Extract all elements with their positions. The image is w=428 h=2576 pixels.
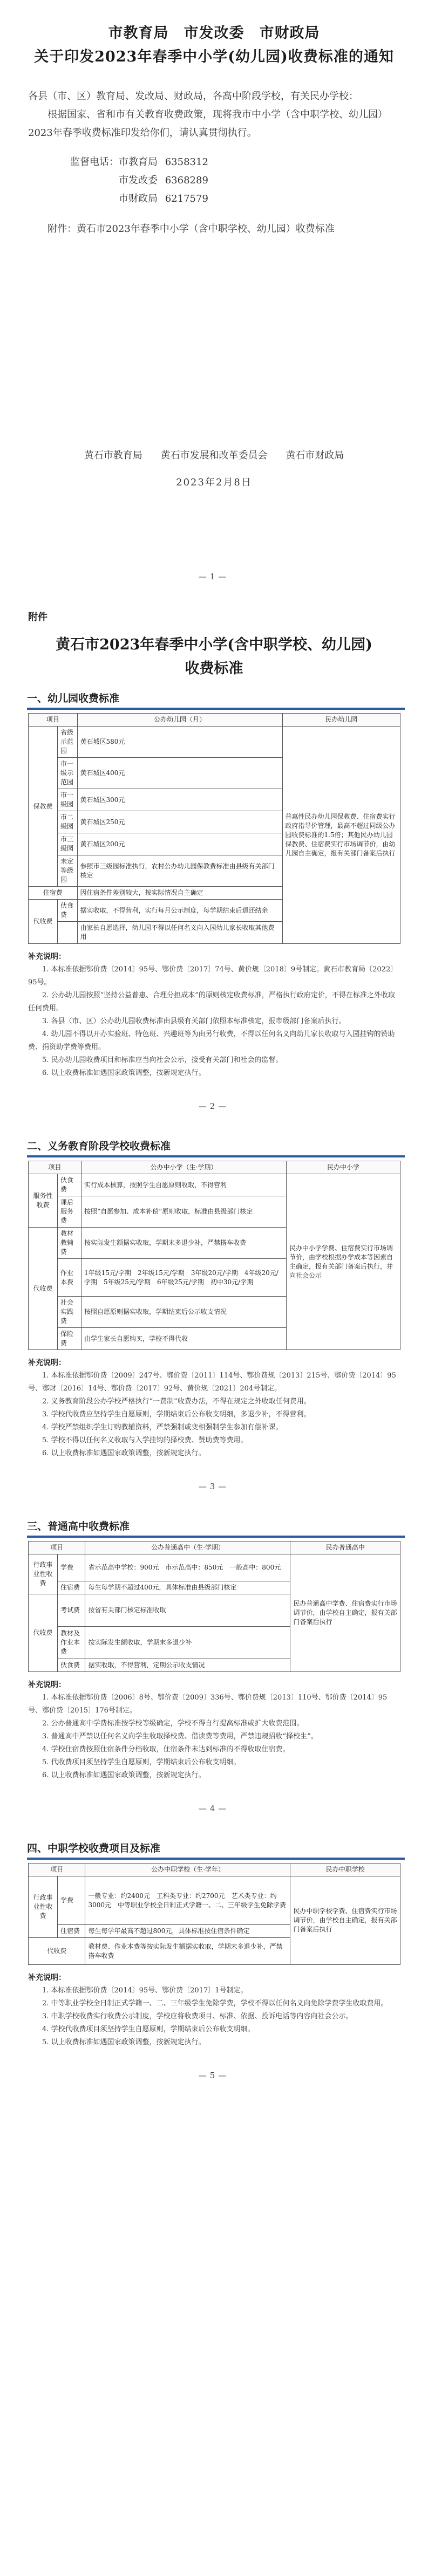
fee-table-high-school — [28, 1541, 400, 1672]
fee-table-vocational — [28, 1863, 400, 1965]
section-underline — [27, 1155, 405, 1157]
note-paragraph: 5. 以上收费标准如遇国家政策调整，按新规定执行。 — [42, 2038, 206, 2046]
table-cell-value: 每生每学年最高不超过800元，具体标准按住宿条件确定 — [85, 1925, 290, 1938]
contact-number: 6368289 — [165, 175, 208, 186]
notice-date: 2023年2月8日 — [176, 477, 252, 488]
table-cell-name: 学费 — [58, 1876, 85, 1925]
table-cell-name: 住宿费 — [58, 1581, 85, 1594]
notice-title: 关于印发2023年春季中小学(幼儿园)收费标准的通知 — [34, 49, 394, 65]
signer: 黄石市财政局 — [286, 450, 344, 461]
table-cell-value: 省示范高中学校：900元 市示范高中：850元 一般高中：800元 — [85, 1554, 290, 1581]
table-cell-value: 黄石城区250元 — [77, 811, 282, 833]
contact-label: 市财政局 — [119, 193, 158, 204]
note-paragraph: 3. 普通高中严禁以任何名义向学生收取择校费、借读费等费用，严禁违规招收“择校生”。 — [42, 1732, 318, 1741]
section-underline — [27, 1536, 405, 1538]
table-cell-value: 1年级15元/学期 2年级15元/学期 3年级20元/学期 4年级20元/学期 5年级25元/学期 6年级25元/学期 初中30元/学期 — [81, 1259, 287, 1297]
section-title-text: 二、义务教育阶段学校收费标准 — [27, 1140, 171, 1152]
table-cell-value: 黄石城区580元 — [77, 727, 282, 758]
table-cell-name: 伙食费 — [58, 900, 78, 922]
table-cell-value: 按省有关部门核定标准收取 — [85, 1594, 290, 1627]
note-paragraph: 2. 义务教育阶段公办学校严格执行“一费制”收费办法，不得在规定之外收取任何费用。 — [42, 1397, 311, 1406]
table-cell-category: 代收费 — [29, 900, 58, 944]
table-cell-value: 按照自愿原则据实收取，学期结束后公示收支情况 — [81, 1297, 287, 1328]
table-cell-name: 社会实践费 — [58, 1297, 81, 1328]
note-paragraph: 2. 中等职业学校全日制正式学籍一、二、三年级学生免除学费，学校不得以任何名义向免除学费学生收取费用。 — [42, 1999, 388, 2008]
notes-title: 补充说明： — [28, 1359, 66, 1367]
table-cell-private-note: 普惠性民办幼儿园保教费、住宿费实行政府指导价管理，最高不超过同级公办园收费标准的1.5倍；其他民办幼儿园保教费、住宿费实行市场调节价，由幼儿园自主确定，报有关部门备案后执行 — [282, 727, 400, 944]
note-paragraph: 4. 学校住宿费按照住宿条件分档收取，住宿条件未达到标准的不得收取住宿费。 — [42, 1745, 290, 1753]
table-header-cell: 项目 — [29, 714, 78, 727]
contact-line — [0, 172, 428, 190]
attachment — [0, 609, 428, 2080]
contact-label: 监督电话：市教育局 — [70, 156, 158, 168]
page-number: —3— — [198, 1482, 230, 1491]
table-cell-category: 代收费 — [29, 1228, 58, 1350]
table-cell-name: 教材及作业本费 — [58, 1627, 85, 1659]
notes-title: 补充说明： — [28, 1974, 66, 1982]
table-cell-name: 考试费 — [58, 1594, 85, 1627]
note-paragraph: 1. 本标准依据鄂价费〔2014〕95号、鄂价费〔2017〕74号、黄价规〔2018〕9号制定。黄石市教育局〔2022〕95号。 — [28, 965, 398, 986]
table-cell-category: 住宿费 — [29, 887, 78, 900]
table-cell-name: 作业本费 — [58, 1259, 81, 1297]
section-underline — [27, 708, 405, 710]
issuers-line: 市教育局 市发改委 市财政局 — [108, 25, 320, 42]
table-cell-value: 按照“自愿参加、成本补偿”原则收取，标准由县级部门核定 — [81, 1196, 287, 1228]
note-paragraph: 4. 学校严禁组织学生订购教辅资料，严禁强制或变相强制学生参加有偿补课。 — [42, 1423, 283, 1431]
table-cell-name: 市一级示范园 — [58, 758, 78, 789]
table-cell-private-note: 民办中小学学费、住宿费实行市场调节价，由学校根据办学成本等因素自主确定，报有关部门备案后执行，并向社会公示 — [287, 1174, 400, 1350]
section-title-high-school — [0, 1518, 428, 1538]
table-header-cell: 公办幼儿园（月） — [77, 714, 282, 727]
table-cell-private-note: 民办中职学校学费、住宿费实行市场调节价，由学校自主确定，报有关部门备案后执行 — [290, 1876, 400, 1965]
note-paragraph: 1. 本标准依据鄂价费〔2006〕8号、鄂价费〔2009〕336号、鄂价费规〔2013〕110号、鄂价费〔2014〕95号、鄂价费〔2015〕176号制定。 — [28, 1694, 388, 1715]
section-title-text: 四、中职学校收费项目及标准 — [27, 1842, 161, 1854]
table-cell-value: 按实际发生额收取，学期末多退少补 — [85, 1627, 290, 1659]
table-cell-value: 一般专业：约2400元 工科类专业：约2700元 艺术类专业：约3000元 中等职业学校全日制正式学籍一、二、三年级学生免除学费 — [85, 1876, 290, 1925]
page-number: —5— — [198, 2071, 230, 2080]
table-header-cell: 民办中小学 — [287, 1161, 400, 1174]
table-cell-value: 黄石城区200元 — [77, 833, 282, 855]
table-cell-value: 由学生家长自愿购买，学校不得代收 — [81, 1328, 287, 1350]
table-cell-category: 行政事业性收费 — [29, 1876, 58, 1938]
note-paragraph: 5. 民办幼儿园收费项目和标准应当向社会公示，接受有关部门和社会的监督。 — [42, 1056, 283, 1064]
attachment-title-2: 收费标准 — [185, 660, 243, 677]
fee-table-kindergarten — [28, 713, 400, 944]
table-cell-value: 按实际发生额据实收取，学期末多退少补，严禁搭车收费 — [81, 1228, 287, 1259]
table-cell-category: 行政事业性收费 — [29, 1554, 58, 1594]
salutation: 各县（市、区）教育局、发改局、财政局，各高中阶段学校，有关民办学校： — [28, 91, 358, 102]
table-cell-value: 由家长自愿选择，幼儿园不得以任何名义向入园幼儿家长收取其他费用 — [77, 922, 282, 944]
table-cell-category: 代收费 — [29, 1594, 58, 1672]
note-paragraph: 1. 本标准依据鄂价费〔2014〕95号、鄂价费〔2017〕1号制定。 — [42, 1986, 248, 1995]
table-cell-category: 保教费 — [29, 727, 58, 887]
table-cell-category: 服务性收费 — [29, 1174, 58, 1228]
table-header-cell: 公办普通高中（生·学期） — [85, 1542, 290, 1554]
note-paragraph: 6. 以上收费标准如遇国家政策调整，按新规定执行。 — [42, 1449, 206, 1457]
signer: 黄石市发展和改革委员会 — [160, 450, 268, 461]
table-cell-value: 黄石城区300元 — [77, 789, 282, 811]
note-paragraph: 3. 学校代收费应坚持学生自愿原则，学期结束后公布收支明细，多退少补，不得营利。 — [42, 1410, 311, 1419]
signer: 黄石市教育局 — [84, 450, 142, 461]
attachment-reference: 附件：黄石市2023年春季中小学（含中职学校、幼儿园）收费标准 — [47, 223, 335, 235]
page-number: —1— — [198, 572, 230, 581]
table-cell-value: 黄石城区400元 — [77, 758, 282, 789]
contact-label: 市发改委 — [119, 175, 158, 186]
section-title-kindergarten — [0, 690, 428, 710]
table-header-cell: 项目 — [29, 1542, 85, 1554]
table-header-cell: 公办中职学校（生·学年） — [85, 1864, 290, 1876]
table-cell-value: 实行成本核算，按照学生自愿原则收取，不得营利 — [81, 1174, 287, 1196]
table-cell-name: 市一级园 — [58, 789, 78, 811]
notice-page — [0, 0, 428, 615]
notes-title: 补充说明： — [28, 1681, 66, 1689]
table-cell-name: 市二级园 — [58, 811, 78, 833]
table-header-cell: 民办中职学校 — [290, 1864, 400, 1876]
note-paragraph: 4. 学校代收费项目须坚持学生自愿原则，学期结束后公布收支明细。 — [42, 2025, 255, 2033]
section-title-vocational — [0, 1840, 428, 1860]
contact-number: 6358312 — [165, 156, 208, 168]
note-paragraph: 5. 学校不得以任何名义收取与入学挂钩的择校费、赞助费等费用。 — [42, 1436, 248, 1444]
table-cell-value: 教材费、作业本费等按实际发生额据实收取，学期末多退少补，严禁搭车收费 — [85, 1938, 290, 1965]
signers-row — [0, 448, 428, 462]
table-cell-name: 伙食费 — [58, 1174, 81, 1196]
table-cell-name: 住宿费 — [58, 1925, 85, 1938]
table-cell-name: 伙食费 — [58, 1659, 85, 1672]
note-paragraph: 1. 本标准依据鄂价费〔2009〕247号、鄂价费〔2011〕114号、鄂价费规〔2013〕215号、鄂价费〔2014〕95号、鄂财〔2016〕14号、鄂价费〔2017〕92号、黄价规〔2021〕204号制定。 — [28, 1372, 396, 1393]
table-cell-name: 保险费 — [58, 1328, 81, 1350]
table-header-cell: 公办中小学（生·学期） — [81, 1161, 287, 1174]
page-number: —2— — [198, 1101, 230, 1111]
table-cell-category: 代收费 — [29, 1938, 85, 1965]
page-number: —4— — [198, 1804, 230, 1813]
contact-number: 6217579 — [165, 193, 208, 204]
table-cell-name: 市三级园 — [58, 833, 78, 855]
note-paragraph: 6. 以上收费标准如遇国家政策调整，按新规定执行。 — [42, 1771, 206, 1779]
contact-line — [0, 190, 428, 208]
table-header-cell: 项目 — [29, 1161, 81, 1174]
table-cell-value: 每生每学期不超过400元，具体标准由县级部门核定 — [85, 1581, 290, 1594]
table-cell-value: 据实收取，不得营利，实行每月公示制度，每学期结束后退还结余 — [77, 900, 282, 922]
table-header-cell: 项目 — [29, 1864, 85, 1876]
table-cell-value: 因住宿条件差别较大，按实际情况自主确定 — [77, 887, 282, 900]
section-title-compulsory — [0, 1138, 428, 1157]
fee-table-compulsory — [28, 1161, 400, 1350]
note-paragraph: 2. 公办幼儿园按照“坚持公益普惠、合理分担成本”的原则核定收费标准，严格执行政府定价，不得在标准之外收取任何费用。 — [28, 991, 395, 1012]
table-cell-name — [58, 922, 78, 944]
table-header-cell: 民办幼儿园 — [282, 714, 400, 727]
table-cell-name: 未定等级园 — [58, 855, 78, 887]
section-title-text: 三、普通高中收费标准 — [27, 1520, 130, 1532]
table-cell-name: 课后服务费 — [58, 1196, 81, 1228]
table-cell-name: 学费 — [58, 1554, 85, 1581]
notice-body: 根据国家、省和市有关教育收费政策，现将我市中小学（含中职学校、幼儿园）2023年春季收费标准印发给你们，请认真贯彻执行。 — [28, 109, 388, 139]
note-paragraph: 3. 中职学校收费实行收费公示制度，学校应将收费项目、标准、依据、投诉电话等内容向社会公示。 — [42, 2012, 353, 2020]
note-paragraph: 4. 幼儿园不得以开办实验班、特色班、兴趣班等为由另行收费，不得以任何名义向幼儿家长收取与入园挂钩的赞助费、捐资助学费等费用。 — [28, 1030, 395, 1051]
note-paragraph: 3. 各县（市、区）公办幼儿园收费标准由县级有关部门依照本标准核定，报市级部门备案后执行。 — [42, 1017, 346, 1025]
table-cell-value: 参照市三级园标准执行，农村公办幼儿园保教费标准由县级有关部门核定 — [77, 855, 282, 887]
note-paragraph: 2. 公办普通高中学费标准按学校等级确定，学校不得自行提高标准或扩大收费范围。 — [42, 1719, 304, 1728]
attachment-label: 附件 — [28, 612, 47, 623]
note-paragraph: 6. 以上收费标准如遇国家政策调整，按新规定执行。 — [42, 1069, 206, 1077]
table-header-cell: 民办普通高中 — [290, 1542, 400, 1554]
table-cell-name: 教材教辅费 — [58, 1228, 81, 1259]
notes-title: 补充说明： — [28, 953, 66, 961]
attachment-title: 黄石市2023年春季中小学(含中职学校、幼儿园) — [56, 636, 372, 653]
note-paragraph: 5. 代收费项目须坚持学生自愿原则，学期结束后公布收支明细。 — [42, 1758, 241, 1766]
contact-line — [0, 153, 428, 172]
table-cell-name: 省级示范园 — [58, 727, 78, 758]
section-title-text: 一、幼儿园收费标准 — [27, 693, 120, 704]
section-underline — [27, 1858, 405, 1860]
table-cell-private-note: 民办普通高中学费、住宿费实行市场调节价，由学校自主确定，报有关部门备案后执行 — [290, 1554, 400, 1672]
table-cell-value: 据实收取，不得营利，定期公示收支情况 — [85, 1659, 290, 1672]
